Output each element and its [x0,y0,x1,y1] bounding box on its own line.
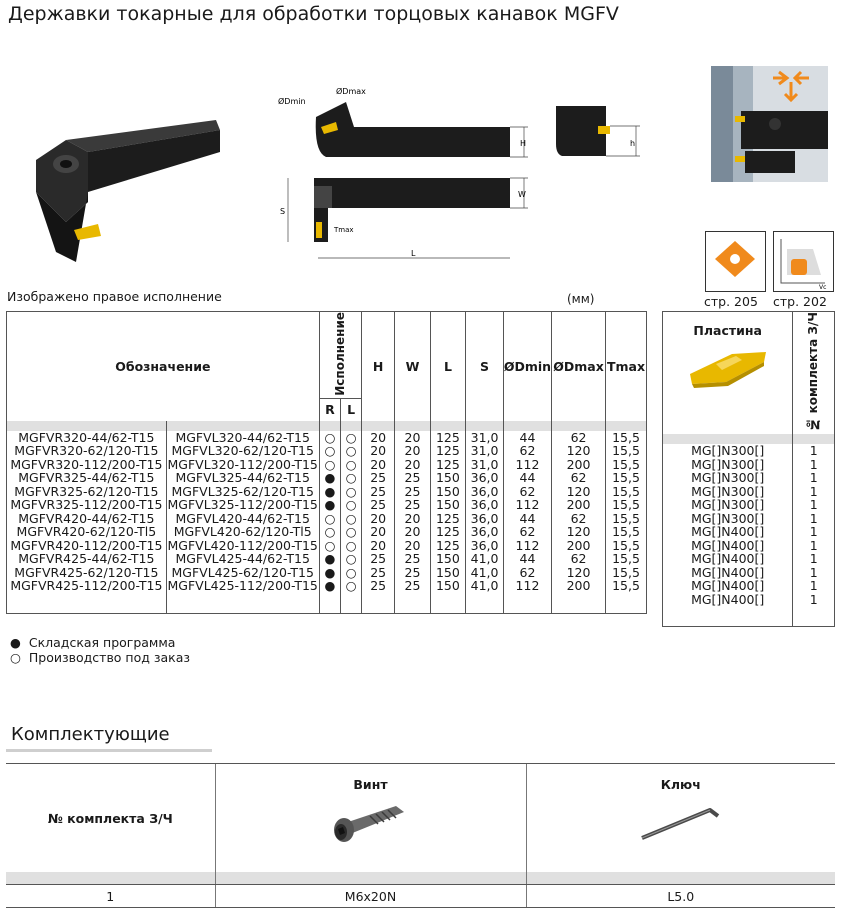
table-row [7,471,647,485]
hex-key-image [636,798,726,848]
insert-code: MG[]N400[] [691,564,765,580]
value-h: 25 [361,485,394,499]
insert-row [663,566,835,580]
value-s: 31,0 [466,444,504,458]
legend [10,635,190,665]
designation-r: MGFVR420-112/200-T15 [7,539,167,553]
value-s: 36,0 [466,471,504,485]
header-screw: Винт [353,777,388,792]
designation-l: MGFVL325-44/62-T15 [166,471,319,485]
value-ddmax: 120 [552,566,606,580]
version-r-mark: ○ [319,525,341,539]
designation-r: MGFVR425-112/200-T15 [7,579,167,593]
value-l: 125 [430,431,466,445]
value-ddmax: 62 [552,512,606,526]
value-h: 25 [361,566,394,580]
designation-l: MGFVL320-62/120-T15 [166,444,319,458]
value-w: 20 [395,431,430,445]
designation-l: MGFVL320-44/62-T15 [166,431,319,445]
designation-r: MGFVR320-44/62-T15 [7,431,167,445]
value-ddmax: 120 [552,444,606,458]
designation-r: MGFVR325-112/200-T15 [7,498,167,512]
version-l-mark: ○ [341,579,362,593]
kit-number: 1 [793,566,835,580]
value-ddmin: 112 [503,498,551,512]
value-h: 25 [361,552,394,566]
header-key: Ключ [660,777,701,792]
value-l: 150 [430,471,466,485]
insert-table [662,311,835,627]
version-l-mark: ○ [341,512,362,526]
dim-h-label: H [520,139,527,148]
header-dmin: ØDmin [503,312,551,421]
dim-dmax-label: ØDmax [336,87,366,96]
designation-r: MGFVR425-62/120-T15 [7,566,167,580]
value-s: 36,0 [466,512,504,526]
insert-code: MG[]N400[] [691,591,765,607]
insert-row [663,512,835,526]
dim-tmax-label: Tmax [334,226,354,234]
insert-row [663,471,835,485]
value-s: 41,0 [466,566,504,580]
insert-row [663,458,835,472]
insert-code: MG[]N300[] [691,470,765,486]
insert-code: MG[]N300[] [691,456,765,472]
value-ddmax: 200 [552,579,606,593]
insert-code: MG[]N400[] [691,578,765,594]
value-tmax: 15,5 [606,525,647,539]
value-w: 25 [395,566,430,580]
version-r-mark: ● [319,552,341,566]
units-label: (мм) [567,292,595,306]
table-row [7,498,647,512]
value-ddmin: 112 [503,539,551,553]
insert-code: MG[]N400[] [691,551,765,567]
designation-l: MGFVL425-112/200-T15 [167,578,318,594]
kit-number: 1 [793,498,835,512]
value-s: 41,0 [466,552,504,566]
table-row [7,525,647,539]
value-l: 150 [430,579,466,593]
dim-l-label: L [411,249,416,258]
caption: Изображено правое исполнение [7,289,222,304]
designation-l: MGFVL425-62/120-T15 [166,566,319,580]
header-l-version: L [341,399,362,421]
value-l: 150 [430,552,466,566]
insert-row [663,444,835,458]
value-w: 25 [395,498,430,512]
value-s: 31,0 [466,458,504,472]
holder-3d-image [26,112,226,272]
version-l-mark: ○ [341,539,362,553]
kit-number: 1 [793,525,835,539]
value-ddmin: 62 [503,525,551,539]
insert-shape-icon [705,231,766,292]
accessories-table [6,763,835,908]
value-l: 125 [430,458,466,472]
version-l-mark: ○ [341,444,362,458]
version-l-mark: ○ [341,485,362,499]
version-l-mark: ○ [341,458,362,472]
holder-table [6,311,647,614]
insert-code: MG[]N300[] [691,510,765,526]
value-w: 25 [395,579,430,593]
version-r-mark: ○ [319,458,341,472]
designation-l: MGFVL420-44/62-T15 [166,512,319,526]
legend-stock: ● Складская программа [10,635,176,650]
designation-r: MGFVR325-62/120-T15 [7,485,167,499]
value-l: 125 [430,444,466,458]
kit-number: 1 [793,471,835,485]
value-h: 20 [361,431,394,445]
value-s: 36,0 [466,485,504,499]
acc-kit-value: 1 [6,885,215,908]
page-ref-cutting-data[interactable]: стр. 202 [773,294,827,309]
version-l-mark: ○ [341,552,362,566]
value-h: 25 [361,498,394,512]
value-w: 20 [395,458,430,472]
designation-l: MGFVL325-62/120-T15 [166,485,319,499]
insert-row [663,525,835,539]
version-r-mark: ● [319,566,341,580]
value-tmax: 15,5 [606,566,647,580]
value-l: 125 [430,512,466,526]
cutting-data-icon [773,231,834,292]
header-acc-kit: № комплекта З/Ч [6,764,215,873]
insert-code: MG[]N300[] [691,497,765,513]
insert-row [663,539,835,553]
value-w: 25 [395,471,430,485]
vc-label: Vc [819,284,827,291]
value-l: 150 [430,485,466,499]
value-h: 20 [361,458,394,472]
value-w: 25 [395,485,430,499]
value-tmax: 15,5 [606,579,647,593]
table-row [7,552,647,566]
value-tmax: 15,5 [606,512,647,526]
value-ddmin: 112 [503,579,551,593]
version-l-mark: ○ [341,431,362,445]
version-l-mark: ○ [341,566,362,580]
acc-key-value: L5.0 [526,885,835,908]
value-ddmin: 44 [503,512,551,526]
grooving-insert-image [686,348,770,388]
value-ddmax: 62 [552,471,606,485]
value-tmax: 15,5 [606,485,647,499]
insert-row [663,552,835,566]
value-ddmin: 44 [503,471,551,485]
value-ddmax: 62 [552,552,606,566]
header-w: W [395,312,430,421]
table-row [7,512,647,526]
designation-l: MGFVL420-62/120-Tl5 [166,525,319,539]
value-h: 25 [361,471,394,485]
designation-l: MGFVL320-112/200-T15 [167,456,318,472]
value-w: 20 [395,525,430,539]
value-ddmin: 62 [503,485,551,499]
value-w: 20 [395,539,430,553]
kit-number: 1 [793,579,835,593]
application-image [711,66,828,182]
designation-r: MGFVR420-62/120-Tl5 [7,525,167,539]
accessories-underline [6,749,212,752]
header-dmax: ØDmax [552,312,606,421]
value-l: 125 [430,539,466,553]
value-w: 20 [395,512,430,526]
value-tmax: 15,5 [606,552,647,566]
designation-r: MGFVR325-44/62-T15 [7,471,167,485]
insert-row [663,485,835,499]
legend-order: ○ Производство под заказ [10,650,191,665]
value-ddmax: 200 [552,539,606,553]
value-tmax: 15,5 [606,539,647,553]
page-ref-insert[interactable]: стр. 205 [704,294,758,309]
version-r-mark: ● [319,471,341,485]
designation-r: MGFVR420-44/62-T15 [7,512,167,526]
kit-number: 1 [793,512,835,526]
page-title: Державки токарные для обработки торцовых канавок MGFV [8,3,619,25]
table-row [7,444,647,458]
value-tmax: 15,5 [606,431,647,445]
version-r-mark: ● [319,579,341,593]
designation-r: MGFVR425-44/62-T15 [7,552,167,566]
value-ddmax: 200 [552,498,606,512]
kit-number: 1 [793,539,835,553]
header-tmax: Tmax [606,312,647,421]
kit-number: 1 [793,593,835,607]
insert-code: MG[]N400[] [691,524,765,540]
table-row [7,431,647,445]
holder-side-drawing [266,82,546,267]
designation-r: MGFVR320-62/120-T15 [7,444,167,458]
accessories-title: Комплектующие [11,724,170,745]
kit-number: 1 [793,552,835,566]
version-r-mark: ○ [319,431,341,445]
insert-code: MG[]N300[] [691,483,765,499]
value-h: 20 [361,444,394,458]
version-r-mark: ● [319,485,341,499]
value-ddmax: 200 [552,458,606,472]
value-l: 150 [430,498,466,512]
value-l: 125 [430,525,466,539]
value-h: 25 [361,579,394,593]
value-h: 20 [361,525,394,539]
table-row [7,539,647,553]
dim-h-small-label: h [630,139,636,148]
value-w: 25 [395,552,430,566]
dim-dmin-label: ØDmin [278,97,306,106]
value-tmax: 15,5 [606,458,647,472]
version-r-mark: ○ [319,444,341,458]
designation-l: MGFVL425-44/62-T15 [166,552,319,566]
version-l-mark: ○ [341,525,362,539]
value-h: 20 [361,512,394,526]
value-s: 41,0 [466,579,504,593]
version-r-mark: ○ [319,539,341,553]
insert-code: MG[]N400[] [691,537,765,553]
value-ddmin: 62 [503,444,551,458]
value-s: 36,0 [466,525,504,539]
table-row [7,485,647,499]
value-h: 20 [361,539,394,553]
designation-l: MGFVL420-112/200-T15 [167,537,318,553]
holder-end-drawing [554,104,644,164]
version-r-mark: ● [319,498,341,512]
value-l: 150 [430,566,466,580]
value-ddmax: 120 [552,525,606,539]
acc-screw-value: M6x20N [215,885,526,908]
value-s: 36,0 [466,539,504,553]
version-l-mark: ○ [341,471,362,485]
header-l: L [430,312,466,421]
table-row [7,579,647,593]
value-ddmin: 44 [503,552,551,566]
kit-number: 1 [793,485,835,499]
version-r-mark: ○ [319,512,341,526]
insert-row [663,498,835,512]
value-s: 31,0 [466,431,504,445]
kit-number: 1 [793,458,835,472]
designation-r: MGFVR320-112/200-T15 [7,458,167,472]
table-row [7,458,647,472]
designation-l: MGFVL325-112/200-T15 [167,497,318,513]
value-s: 36,0 [466,498,504,512]
value-ddmin: 44 [503,431,551,445]
value-tmax: 15,5 [606,498,647,512]
value-tmax: 15,5 [606,471,647,485]
header-insert: Пластина [693,323,762,338]
insert-row [663,593,835,607]
kit-number: 1 [793,444,835,458]
header-h: H [361,312,394,421]
header-kit: № комплекта З/Ч [805,312,820,432]
value-ddmax: 62 [552,431,606,445]
value-ddmin: 62 [503,566,551,580]
header-s: S [466,312,504,421]
screw-image [326,798,416,848]
table-row [7,566,647,580]
dim-w-label: W [518,190,526,199]
header-designation: Обозначение [7,312,320,421]
insert-code: MG[]N300[] [691,443,765,459]
insert-row [663,579,835,593]
value-tmax: 15,5 [606,444,647,458]
value-ddmax: 120 [552,485,606,499]
value-ddmin: 112 [503,458,551,472]
dim-s-label: S [280,207,286,216]
value-w: 20 [395,444,430,458]
header-r: R [319,399,341,421]
version-l-mark: ○ [341,498,362,512]
header-version: Исполнение [332,312,347,396]
